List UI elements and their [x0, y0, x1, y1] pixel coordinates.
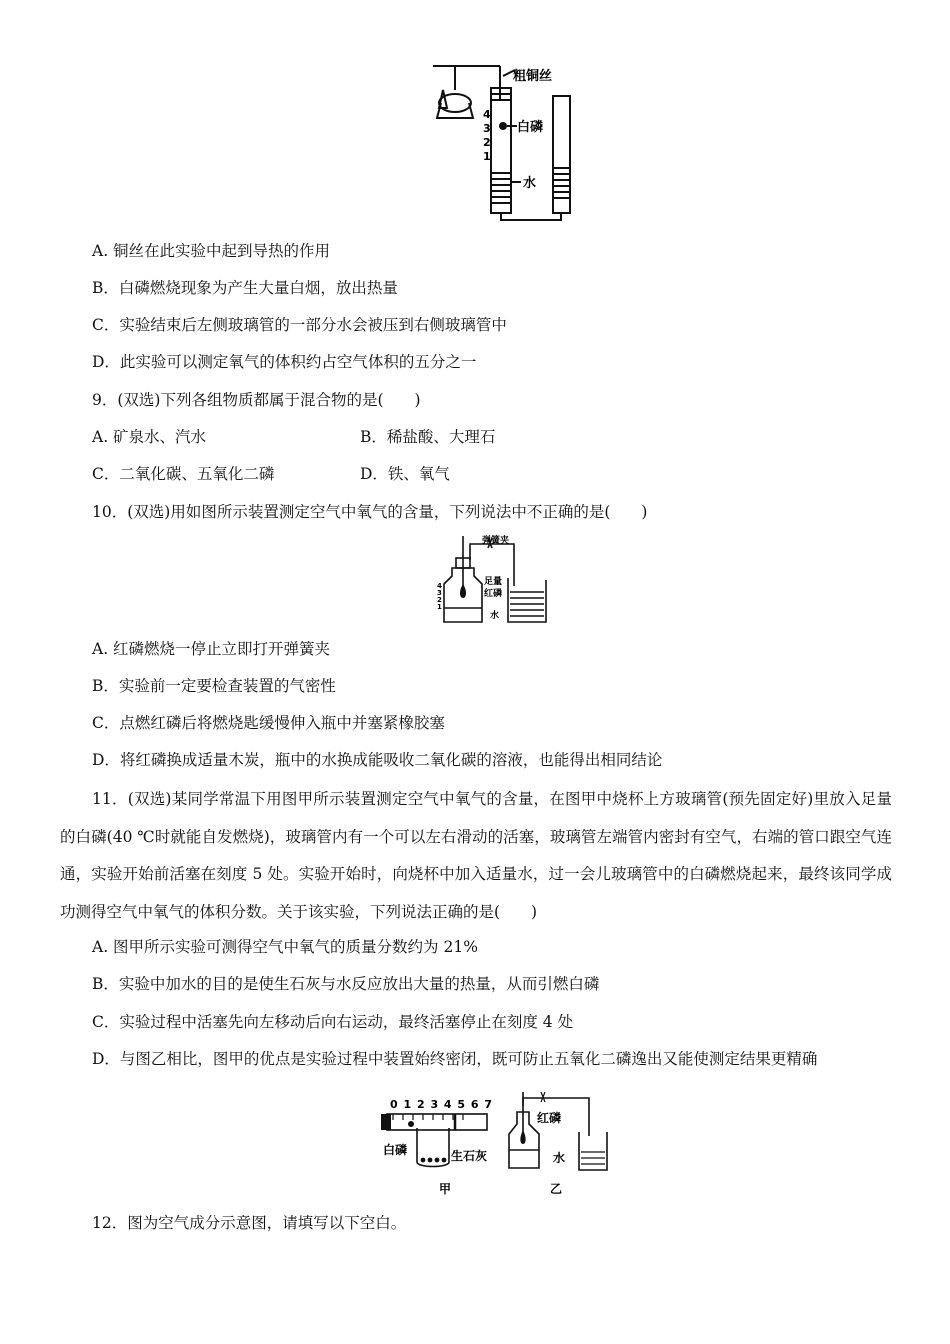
q8-option-b: B．白磷燃烧现象为产生大量白烟，放出热量: [92, 279, 398, 297]
q9-option-b: B．稀盐酸、大理石: [360, 428, 496, 446]
q11-option-a: A. 图甲所示实验可测得空气中氧气的质量分数约为 21%: [92, 938, 478, 956]
q9-stem: 9．(双选)下列各组物质都属于混合物的是( ): [92, 391, 421, 409]
label-enough: 足量: [484, 577, 503, 587]
label-red-phosphorus: 红磷: [537, 1111, 562, 1125]
scale-mark: 2: [437, 596, 442, 604]
scale-label: 0 1 2 3 4 5 6 7: [390, 1098, 494, 1111]
scale-mark: 2: [483, 136, 491, 149]
scale-mark: 1: [437, 603, 442, 611]
figure-copper-wire-apparatus: [425, 58, 595, 223]
label-yi: 乙: [550, 1182, 563, 1196]
figure-jia-yi-apparatus: [375, 1088, 610, 1200]
label-copper-wire: 粗铜丝: [513, 69, 553, 84]
label-quicklime: 生石灰: [451, 1149, 488, 1163]
q8-option-c: C．实验结束后左侧玻璃管的一部分水会被压到右侧玻璃管中: [92, 316, 507, 334]
q9-option-a: A. 矿泉水、汽水: [92, 428, 207, 446]
label-jia: 甲: [439, 1182, 452, 1196]
label-water: 水: [523, 176, 537, 191]
figure-red-phosphorus-apparatus: [432, 532, 562, 630]
scale-mark: 4: [437, 582, 442, 590]
scale-mark: 3: [483, 122, 491, 135]
q10-option-d: D．将红磷换成适量木炭，瓶中的水换成能吸收二氧化碳的溶液，也能得出相同结论: [92, 751, 663, 769]
q12-stem: 12．图为空气成分示意图，请填写以下空白。: [92, 1214, 407, 1232]
label-water: 水: [490, 611, 500, 621]
label-red-phosphorus: 红磷: [484, 589, 503, 599]
scale-mark: 4: [483, 108, 491, 121]
q10-option-a: A. 红磷燃烧一停止立即打开弹簧夹: [92, 640, 331, 658]
q9-option-d: D．铁、氧气: [360, 465, 450, 483]
q11-stem: 11．(双选)某同学常温下用图甲所示装置测定空气中氧气的含量，在图甲中烧杯上方玻璃管(预先固定好)里放入足量的白磷(40 ℃时就能自发燃烧)，玻璃管内有一个可以左右滑动的活塞，玻璃管左端管内密封有空气，右端的管口跟空气连通，实验开始前活塞在刻度 5 处。实验开始时，向烧杯中加入适量水，过一会儿玻璃管中的白磷燃烧起来，最终该同学成功测得空气中氧气的体积分数。关于该实验，下列说法正确的是( ): [60, 790, 892, 921]
scale-mark: 1: [483, 150, 491, 163]
q10-option-c: C．点燃红磷后将燃烧匙缓慢伸入瓶中并塞紧橡胶塞: [92, 714, 445, 732]
q10-option-b: B．实验前一定要检查装置的气密性: [92, 677, 336, 695]
scale-mark: 3: [437, 589, 442, 597]
label-water: 水: [553, 1151, 566, 1165]
q9-option-c: C．二氧化碳、五氧化二磷: [92, 465, 275, 483]
label-white-phosphorus: 白磷: [383, 1143, 408, 1157]
q11-option-b: B．实验中加水的目的是使生石灰与水反应放出大量的热量，从而引燃白磷: [92, 975, 600, 993]
label-spring-clip: 弹簧夹: [482, 536, 510, 546]
q8-option-a: A. 铜丝在此实验中起到导热的作用: [92, 242, 331, 260]
q11-option-c: C．实验过程中活塞先向左移动后向右运动，最终活塞停止在刻度 4 处: [92, 1013, 574, 1031]
q8-option-d: D．此实验可以测定氧气的体积约占空气体积的五分之一: [92, 353, 477, 371]
q10-stem: 10．(双选)用如图所示装置测定空气中氧气的含量，下列说法中不正确的是( ): [92, 503, 648, 521]
q11-option-d: D．与图乙相比，图甲的优点是实验过程中装置始终密闭，既可防止五氧化二磷逸出又能使测定结果更精确: [92, 1050, 818, 1068]
label-white-phosphorus: 白磷: [517, 120, 544, 135]
